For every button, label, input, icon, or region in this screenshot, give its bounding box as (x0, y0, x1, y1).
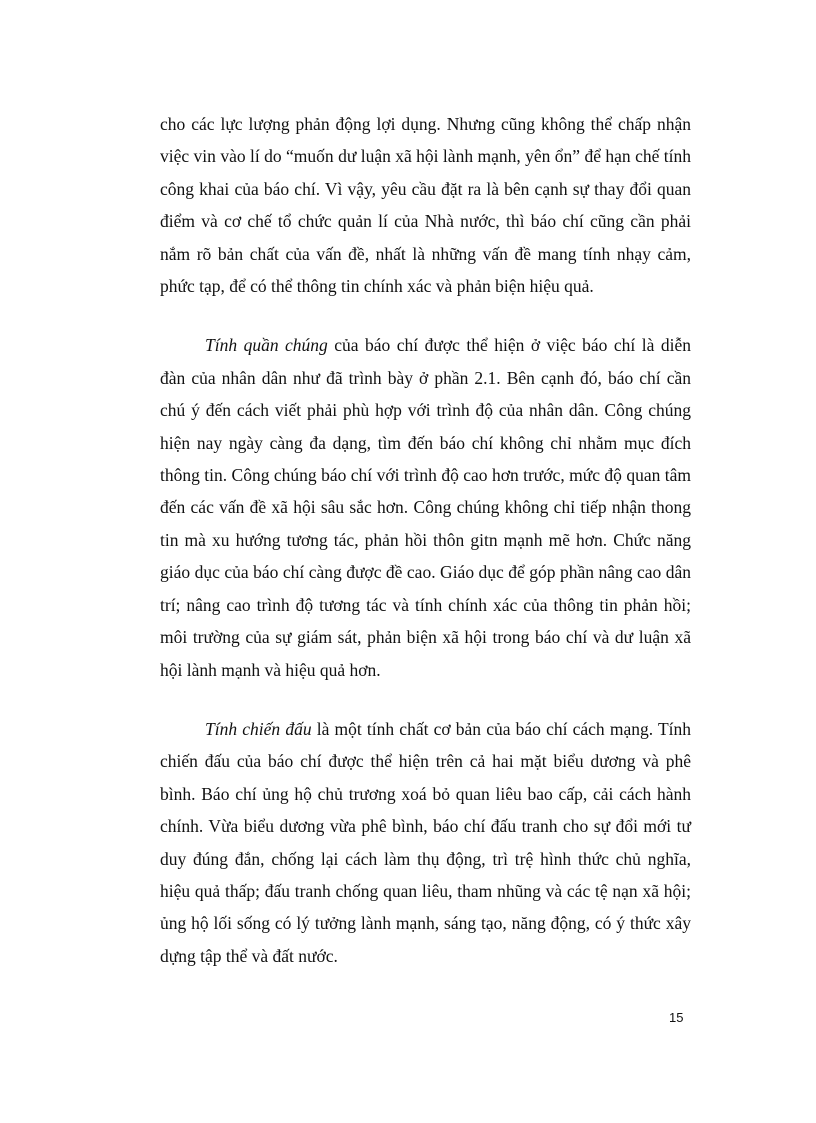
paragraph-text: là một tính chất cơ bản của báo chí cách mạng. Tính chiến đấu của báo chí được thể hiện trên cả hai mặt biểu dương và phê bình. Báo chí ủng hộ chủ trương xoá bỏ quan liêu bao cấp, cải cách hành chính. Vừa biểu dương vừa phê bình, báo chí đấu tranh cho sự đổi mới tư duy đúng đắn, chống lại cách làm thụ động, trì trệ hình thức chủ nghĩa, hiệu quả thấp; đấu tranh chống quan liêu, tham nhũng và các tệ nạn xã hội; ủng hộ lối sống có lý tưởng lành mạnh, sáng tạo, năng động, có ý thức xây dựng tập thể và đất nước. (160, 718, 691, 966)
paragraph-lead-term: Tính chiến đấu (205, 718, 312, 739)
paragraph-text: cho các lực lượng phản động lợi dụng. Nhưng cũng không thể chấp nhận việc vin vào lí do “muốn dư luận xã hội lành mạnh, yên ổn” để hạn chế tính công khai của báo chí. Vì vậy, yêu cầu đặt ra là bên cạnh sự thay đổi quan điểm và cơ chế tổ chức quản lí của Nhà nước, thì báo chí cũng cần phải nắm rõ bản chất của vấn đề, nhất là những vấn đề mang tính nhạy cảm, phức tạp, để có thể thông tin chính xác và phản biện hiệu quả. (160, 114, 691, 297)
body-text (160, 108, 691, 999)
paragraph-tinh-quan-chung (160, 329, 691, 685)
paragraph-text: của báo chí được thể hiện ở việc báo chí là diễn đàn của nhân dân như đã trình bày ở phần 2.1. Bên cạnh đó, báo chí cần chú ý đến cách viết phải phù hợp với trình độ của nhân dân. Công chúng hiện nay ngày càng đa dạng, tìm đến báo chí không chỉ nhằm mục đích thông tin. Công chúng báo chí với trình độ cao hơn trước, mức độ quan tâm đến các vấn đề xã hội sâu sắc hơn. Công chúng không chỉ tiếp nhận thong tin mà xu hướng tương tác, phản hồi thôn gitn mạnh mẽ hơn. Chức năng giáo dục của báo chí càng được đề cao. Giáo dục để góp phần nâng cao dân trí; nâng cao trình độ tương tác và tính chính xác của thông tin phản hồi; môi trường của sự giám sát, phản biện xã hội trong báo chí và dư luận xã hội lành mạnh và hiệu quả hơn. (160, 335, 691, 680)
page-number: 15 (669, 1010, 684, 1025)
paragraph-continuation (160, 108, 691, 302)
paragraph-tinh-chien-dau (160, 713, 691, 972)
paragraph-lead-term: Tính quần chúng (205, 335, 328, 356)
